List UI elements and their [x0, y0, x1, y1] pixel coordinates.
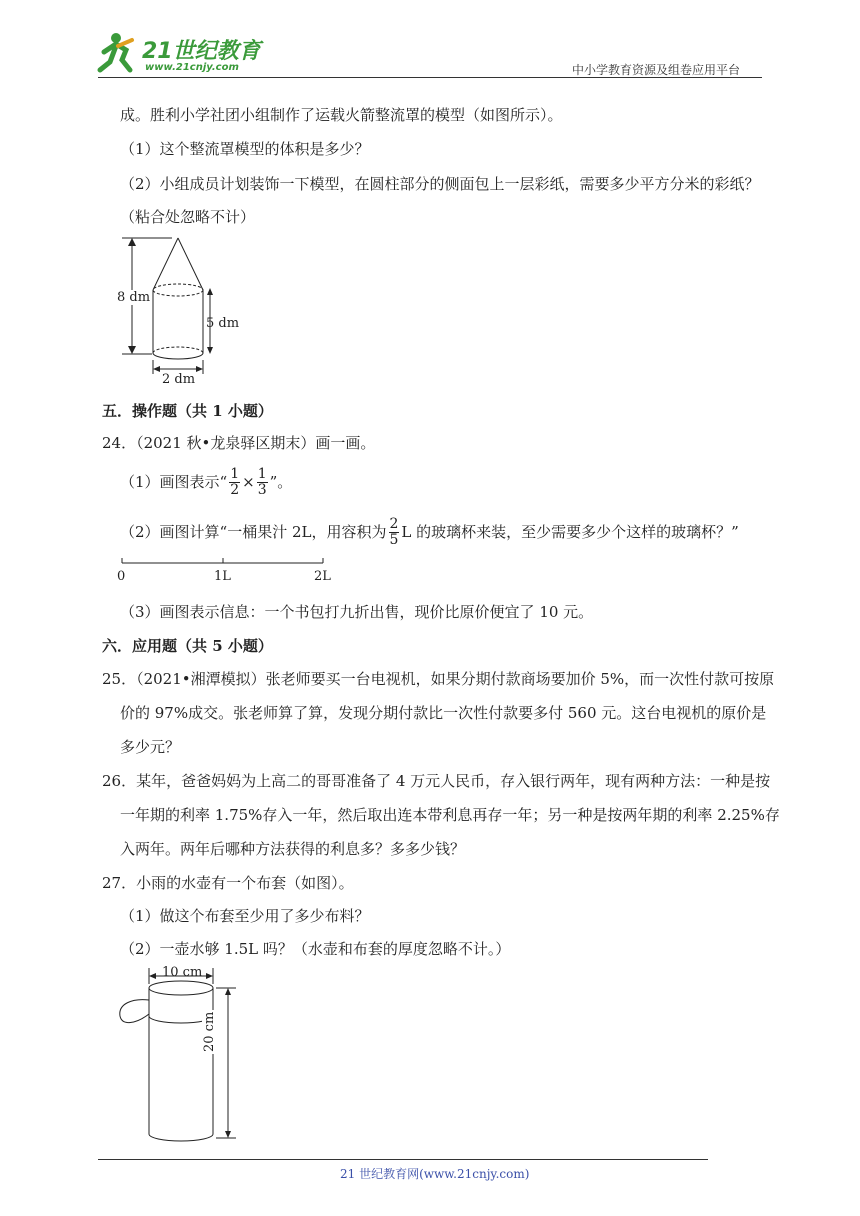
q27-part1: （1）做这个布套至少用了多少布料？: [120, 907, 370, 925]
q26-line2: 一年期的利率 1.75%存入一年，然后取出连本带利息再存一年；另一种是按两年期的利率 2.25%存: [120, 806, 780, 824]
q27-intro: 27．小雨的水壶有一个布套（如图）。: [102, 874, 354, 892]
q25-line2: 价的 97%成交。张老师算了算，发现分期付款比一次性付款要多付 560 元。这台电视机的原价是: [120, 704, 767, 722]
number-line-label-0: 0: [117, 569, 126, 584]
times-sign: ×: [242, 473, 255, 491]
fraction-denominator: 3: [257, 481, 267, 498]
q27-part2: （2）一壶水够 1.5L 吗？（水壶和布套的厚度忽略不计。）: [120, 940, 511, 958]
platform-name: 中小学教育资源及组卷应用平台: [572, 63, 741, 77]
q23-figure: [112, 234, 252, 390]
number-line-label-2L: 2L: [314, 569, 331, 584]
q23-part2: （2）小组成员计划装饰一下模型，在圆柱部分的侧面包上一层彩纸，需要多少平方分米的彩纸？: [120, 175, 760, 193]
q24-part1-post: ”。: [269, 473, 293, 491]
q23-label-8dm: 8 dm: [117, 290, 151, 305]
q25-line1: 25．（2021•湘潭模拟）张老师要买一台电视机，如果分期付款商场要加价 5%，而一次性付款可按原: [102, 670, 775, 688]
q23-label-2dm: 2 dm: [162, 372, 196, 387]
fraction-one-third: [257, 467, 268, 497]
section5-title: 五．操作题（共 1 小题）: [102, 402, 273, 420]
q23-label-5dm: 5 dm: [206, 316, 240, 331]
q24-part1-pre: （1）画图表示“: [120, 473, 228, 491]
fraction-two-fifths: [389, 517, 400, 547]
header-divider: [98, 77, 762, 78]
fraction-numerator: 1: [230, 465, 240, 482]
fraction-one-half: [229, 467, 240, 497]
fraction-denominator: 5: [389, 531, 399, 548]
q23-line1: 成。胜利小学社团小组制作了运载火箭整流罩的模型（如图所示）。: [120, 106, 563, 124]
footer-text: 21 世纪教育网(www.21cnjy.com): [340, 1167, 530, 1181]
logo-sub-text: www.21cnjy.com: [145, 62, 239, 73]
logo-main-text: 21世纪教育: [142, 39, 261, 64]
q24-part2: [120, 514, 739, 550]
q26-line3: 入两年。两年后哪种方法获得的利息多？多多少钱？: [120, 840, 466, 858]
q24-intro: 24．（2021 秋•龙泉驿区期末）画一画。: [102, 434, 376, 452]
section6-title: 六．应用题（共 5 小题）: [102, 637, 273, 655]
fraction-numerator: 2: [389, 515, 399, 532]
q24-part1: [120, 464, 292, 500]
q23-part2-note: （粘合处忽略不计）: [120, 208, 256, 226]
fraction-numerator: 1: [257, 465, 267, 482]
q24-part2-pre: （2）画图计算“一桶果汁 2L，用容积为: [120, 523, 387, 541]
q24-part2-post: L 的玻璃杯来装，至少需要多少个这样的玻璃杯？”: [401, 523, 739, 541]
q27-label-10cm: 10 cm: [162, 965, 203, 980]
q23-part1: （1）这个整流罩模型的体积是多少？: [120, 140, 370, 158]
footer-divider: [98, 1159, 708, 1160]
q27-label-20cm: 20 cm: [202, 1011, 217, 1052]
q25-line3: 多少元？: [120, 738, 181, 756]
q24-part3: （3）画图表示信息：一个书包打九折出售，现价比原价便宜了 10 元。: [120, 603, 594, 621]
q26-line1: 26．某年，爸爸妈妈为上高二的哥哥准备了 4 万元人民币，存入银行两年，现有两种方法：一种是按: [102, 772, 771, 790]
q27-figure: [112, 964, 262, 1144]
number-line-label-1L: 1L: [214, 569, 231, 584]
fraction-denominator: 2: [230, 481, 240, 498]
